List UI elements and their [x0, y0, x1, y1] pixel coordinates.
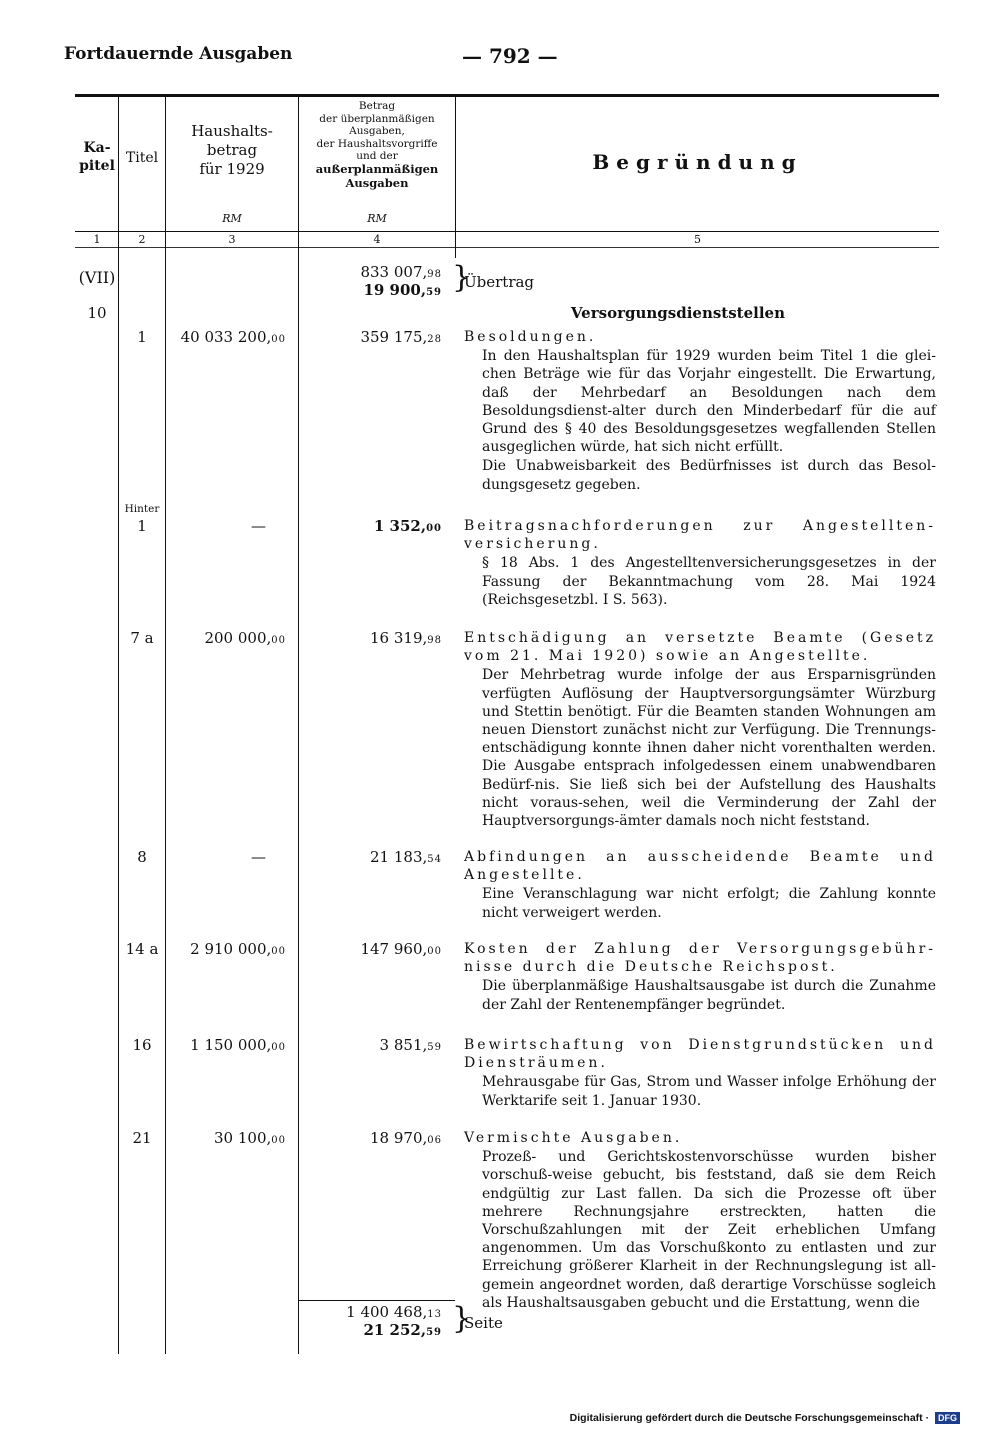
titel-number: 8 [137, 848, 147, 866]
carry-brace: } [452, 260, 472, 295]
total-amount-2-value: 21 252, [363, 1321, 427, 1339]
betrag-amount-value: 3 851, [379, 1036, 428, 1054]
entry-heading: Kosten der Zahlung der Versorgungsgebühr-nisse durch die Deutsche Reichspost. [464, 941, 936, 976]
begruendung-entry [464, 328, 936, 494]
carry-amount-2-cents: 59 [426, 287, 442, 298]
total-brace: } [452, 1301, 472, 1336]
haushalt-amount-cents: 00 [271, 946, 286, 957]
begruendung-entry [464, 848, 936, 922]
entry-paragraph: Eine Veranschlagung war nicht erfolgt; die Zahlung konnte nicht verweigert werden. [482, 886, 936, 921]
betrag-amount-value: 16 319, [370, 629, 428, 647]
titel-prefix: Hinter [124, 503, 160, 515]
titel-number: 1 [137, 517, 147, 535]
entry-paragraph: § 18 Abs. 1 des Angestelltenversicherungsgesetzes in der Fassung der Bekanntmachung vom 28. Mai 1924 (Reichsgesetzbl. I S. 563). [482, 555, 936, 608]
unit-label-haushalt: RM [222, 212, 242, 225]
titel-number: 21 [132, 1129, 152, 1147]
entry-paragraph: In den Haushaltsplan für 1929 wurden beim Titel 1 die glei-chen Beträge wie für das Vorjahr eingestellt. Die Erwartung, daß der Mehrbedarf an Besoldungen nach dem Besoldungsdienst-alter durch den Minderbedarf für die auf Grund des § 40 des Besoldungsgesetzes wegfallenden Stellen ausgeglichen würde, hat sich nicht erfüllt. [482, 348, 936, 456]
section-title: Versorgungsdienststellen [570, 304, 785, 322]
haushalt-amount [166, 848, 266, 866]
carry-amount-1-value: 833 007, [360, 263, 428, 281]
begruendung-entry [464, 1129, 936, 1312]
col-header-betrag [299, 100, 455, 191]
betrag-amount-value: 1 352, [373, 517, 427, 535]
entry-paragraph: Die überplanmäßige Haushaltsausgabe ist durch die Zunahme der Zahl der Rentenempfänger begründet. [482, 978, 936, 1013]
haushalt-amount-value: 30 100, [214, 1129, 272, 1147]
haushalt-amount-value: 200 000, [204, 629, 272, 647]
entry-heading: Beitragsnachforderungen zur Angestellten-versicherung. [464, 518, 936, 553]
col-header-titel: Titel [125, 150, 159, 166]
betrag-amount-cents: 59 [427, 1042, 442, 1053]
betrag-amount-cents: 54 [427, 854, 442, 865]
begruendung-entry [464, 940, 936, 1014]
begruendung-entry [464, 517, 936, 609]
haushalt-amount-value: 2 910 000, [190, 940, 272, 958]
titel-number: 16 [132, 1036, 152, 1054]
col-header-kapitel: Ka- pitel [79, 140, 115, 174]
footer-text: Digitalisierung gefördert durch die Deutsche Forschungsgemeinschaft [569, 1412, 923, 1424]
betrag-amount-cents: 28 [427, 334, 442, 345]
col-header-haushalt: Haushalts- betrag für 1929 [191, 122, 273, 178]
betrag-amount [299, 517, 442, 535]
col-number-5: 5 [694, 233, 701, 246]
haushalt-amount-value: — [251, 517, 266, 535]
haushalt-amount-cents: 00 [271, 1135, 286, 1146]
kapitel-carry: (VII) [78, 268, 116, 287]
entry-paragraph: Der Mehrbetrag wurde infolge der aus Ersparnisgründen verfügten Auflösung der Hauptversorgungsämter Würzburg und Stettin benötigt. Für die Beamten standen Wohnungen am neuen Dienstort zunächst nicht zur Verfügung. Die Trennungs-entschädigung konnte ihnen daher nicht vorenthalten werden. Die Ausgabe entsprach infolgedessen einem unabwendbaren Bedürf-nis. Sie ließ sich bei der Aufstellung des Haushalts nicht voraus-sehen, weil die Verminderung der Zahl der Hauptversorgungs-ämter damals noch nicht feststand. [482, 667, 936, 830]
titel-number: 14 a [125, 940, 159, 958]
haushalt-amount-cents: 00 [271, 334, 286, 345]
betrag-amount-value: 21 183, [370, 848, 428, 866]
carry-amount-2-value: 19 900, [363, 281, 427, 299]
col-header-betrag-bold: außerplanmäßigen Ausgaben [315, 161, 439, 190]
table-top-rule [75, 94, 939, 97]
betrag-amount [299, 328, 442, 346]
dfg-logo: DFG [935, 1412, 960, 1424]
betrag-amount [299, 1129, 442, 1147]
betrag-amount [299, 1036, 442, 1054]
entry-heading: Entschädigung an versetzte Beamte (Gesetz vom 21. Mai 1920) sowie an Angestellte. [464, 630, 936, 665]
total-amount-1 [299, 1303, 442, 1321]
entry-paragraph: Prozeß- und Gerichtskostenvorschüsse wurden bisher vorschuß-weise gebucht, bis feststand, daß sie dem Reich endgültig zur Last fallen. Da sich die Prozesse oft über mehrere Rechnungsjahre erstreckten, hatten die Vorschußzahlungen mit der Zeit erheblichen Umfang angenommen. Um das Vorschußkonto zu entlasten und zur Erreichung größerer Klarheit in der Rechnungslegung ist all-gemein angeordnet worden, daß derartige Vorschüsse sogleich als Haushaltsausgaben gebucht und die Erstattung, wenn die [482, 1149, 936, 1311]
betrag-amount [299, 848, 442, 866]
col-divider-1 [118, 96, 119, 1354]
kapitel-number: 10 [87, 304, 107, 322]
number-row-rule [75, 247, 939, 248]
begruendung-entry [464, 629, 936, 830]
entry-paragraph: Die Unabweisbarkeit des Bedürfnisses ist durch das Besol-dungsgesetz gegeben. [482, 458, 936, 493]
carry-amount-1 [299, 263, 442, 281]
haushalt-amount [166, 629, 286, 647]
running-title: Fortdauernde Ausgaben [64, 44, 293, 64]
haushalt-amount-value: 40 033 200, [180, 328, 272, 346]
col-number-4: 4 [373, 233, 381, 246]
entry-heading: Bewirtschaftung von Dienstgrundstücken und Diensträumen. [464, 1037, 936, 1072]
total-amount-2 [299, 1321, 442, 1339]
unit-label-betrag: RM [367, 212, 387, 225]
haushalt-amount-cents: 00 [271, 635, 286, 646]
haushalt-amount-value: — [251, 848, 266, 866]
betrag-amount-cents: 00 [426, 523, 442, 534]
col-number-2: 2 [138, 233, 146, 246]
header-bottom-rule [75, 231, 939, 232]
betrag-amount [299, 629, 442, 647]
col-number-1: 1 [93, 233, 101, 246]
total-amount-2-cents: 59 [426, 1327, 442, 1338]
col-header-betrag-text: Betrag der überplanmäßigen Ausgaben, der Haushaltsvorgriffe und der [316, 100, 438, 163]
titel-number: 1 [137, 328, 147, 346]
betrag-amount [299, 940, 442, 958]
col-number-3: 3 [228, 233, 236, 246]
digitization-footer: Digitalisierung gefördert durch die Deutsche Forschungsgemeinschaft · DFG [570, 1412, 960, 1424]
entry-heading: Besoldungen. [464, 329, 597, 345]
total-amount-1-value: 1 400 468, [346, 1303, 428, 1321]
haushalt-amount [166, 328, 286, 346]
entry-heading: Vermischte Ausgaben. [464, 1130, 683, 1146]
begruendung-entry [464, 1036, 936, 1110]
haushalt-amount-value: 1 150 000, [190, 1036, 272, 1054]
total-label: Seite [464, 1314, 503, 1332]
col-header-begruendung: Begründung [592, 150, 803, 174]
page-number: — 792 — [462, 44, 558, 68]
haushalt-amount [166, 517, 266, 535]
titel-number: 7 a [130, 629, 154, 647]
betrag-amount-value: 147 960, [360, 940, 428, 958]
total-amount-1-cents: 13 [427, 1309, 442, 1320]
haushalt-amount [166, 1036, 286, 1054]
carry-amount-2 [299, 281, 442, 299]
haushalt-amount-cents: 00 [271, 1042, 286, 1053]
haushalt-amount [166, 1129, 286, 1147]
carry-amount-1-cents: 98 [427, 269, 442, 280]
sum-rule [298, 1300, 455, 1301]
col-divider-2 [165, 96, 166, 1354]
betrag-amount-value: 359 175, [360, 328, 428, 346]
entry-heading: Abfindungen an ausscheidende Beamte und Angestellte. [464, 849, 936, 884]
betrag-amount-cents: 00 [427, 946, 442, 957]
entry-paragraph: Mehrausgabe für Gas, Strom und Wasser infolge Erhöhung der Werktarife seit 1. Januar 1930. [482, 1074, 936, 1109]
betrag-amount-value: 18 970, [370, 1129, 428, 1147]
betrag-amount-cents: 06 [427, 1135, 442, 1146]
carry-label: Übertrag [464, 273, 535, 291]
haushalt-amount [166, 940, 286, 958]
betrag-amount-cents: 98 [427, 635, 442, 646]
